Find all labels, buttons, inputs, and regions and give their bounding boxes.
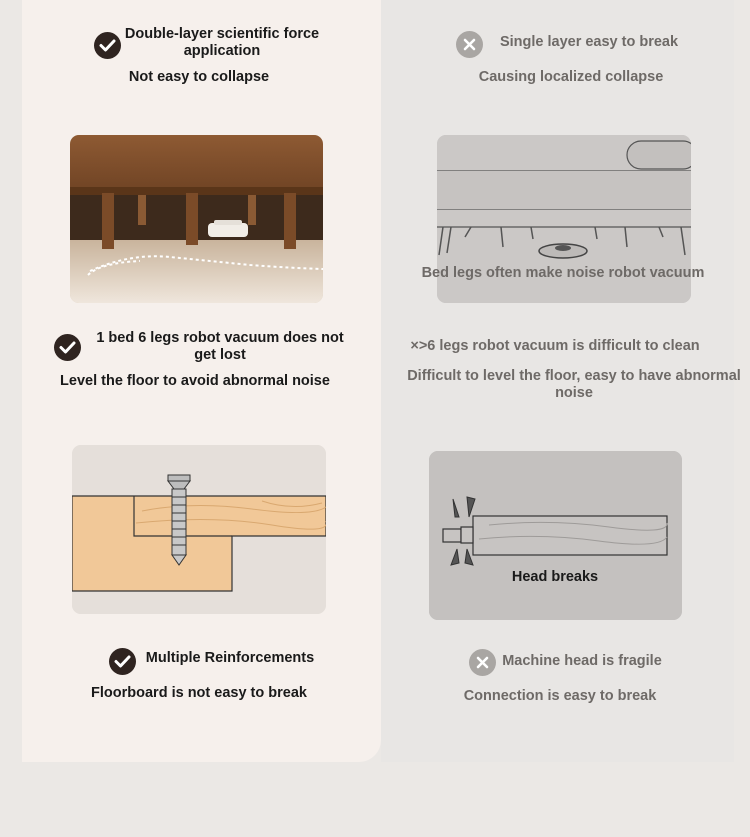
feature-title-six-legs: 1 bed 6 legs robot vacuum does not get lost [96, 330, 344, 363]
flaw-subtitle-connection-break: Connection is easy to break [463, 688, 657, 704]
head-breaks-illustration [429, 451, 682, 620]
feature-subtitle-floorboard: Floorboard is not easy to break [91, 685, 307, 701]
flaw-title-hard-to-clean: ×>6 legs robot vacuum is difficult to clean [410, 338, 700, 354]
feature-title-reinforcements: Multiple Reinforcements [145, 650, 315, 666]
screw-reinforcement-illustration [72, 445, 326, 614]
feature-subtitle-level-floor: Level the floor to avoid abnormal noise [60, 373, 330, 389]
bed-robot-vacuum-photo [70, 135, 323, 303]
x-circle-icon [456, 31, 483, 58]
feature-title-double-layer: Double-layer scientific force application [124, 26, 320, 59]
flaw-title-fragile-head: Machine head is fragile [502, 653, 662, 669]
check-circle-icon [54, 334, 81, 361]
check-circle-icon [109, 648, 136, 675]
image-caption-bed-legs-noise: Bed legs often make noise robot vacuum [421, 265, 705, 281]
flaw-subtitle-abnormal-noise: Difficult to level the floor, easy to have abnormal noise [407, 368, 741, 401]
flaw-subtitle-localized-collapse: Causing localized collapse [478, 69, 664, 85]
feature-subtitle-not-collapse: Not easy to collapse [128, 69, 270, 85]
check-circle-icon [94, 32, 121, 59]
x-circle-icon [469, 649, 496, 676]
flaw-title-single-layer: Single layer easy to break [499, 34, 679, 50]
image-caption-head-breaks: Head breaks [511, 569, 599, 585]
